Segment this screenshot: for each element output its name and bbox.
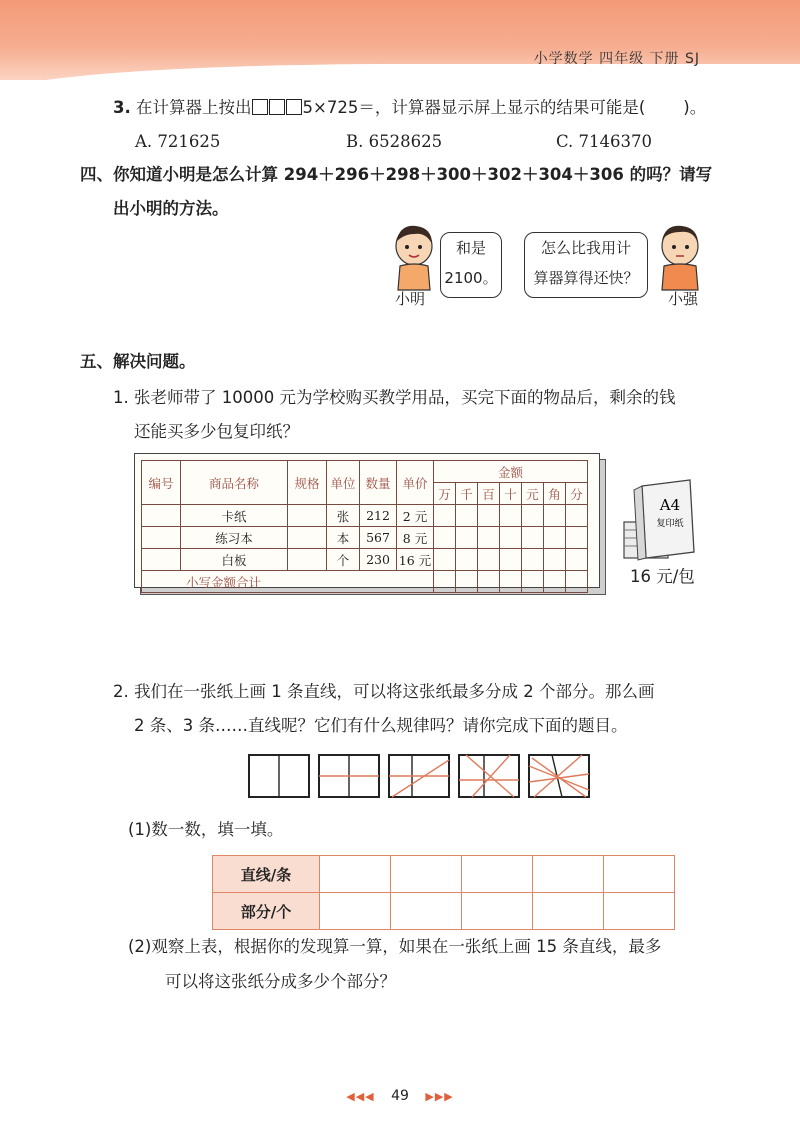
purchase-grid: [141, 460, 588, 593]
item-unit: 本: [327, 527, 360, 549]
header-spec: 规格: [288, 461, 327, 505]
amount-unit: 十: [500, 483, 522, 505]
paper-price: 16 元/包: [630, 567, 695, 586]
fill-cell[interactable]: [320, 893, 391, 930]
amount-cell[interactable]: [522, 527, 544, 549]
header-unit: 单位: [327, 461, 360, 505]
q3-option-a[interactable]: A. 721625: [135, 132, 221, 151]
amount-cell[interactable]: [544, 505, 566, 527]
s5-p1-line1: 1. 张老师带了 10000 元为学校购买教学用品，买完下面的物品后，剩余的钱: [113, 388, 676, 407]
fill-cell[interactable]: [320, 856, 391, 893]
page-footer: [0, 1088, 800, 1104]
amount-cell[interactable]: [478, 527, 500, 549]
amount-unit: 万: [434, 483, 456, 505]
item-name: 卡纸: [181, 505, 288, 527]
diagram-4-lines: [458, 754, 520, 798]
table-row: [213, 893, 675, 930]
amount-unit: 分: [566, 483, 588, 505]
fill-cell[interactable]: [604, 856, 675, 893]
q3-option-b[interactable]: B. 6528625: [346, 132, 443, 151]
s5-p2-line1: 2. 我们在一张纸上画 1 条直线，可以将这张纸最多分成 2 个部分。那么画: [113, 682, 655, 701]
blank-box: [286, 99, 302, 115]
table-row: [213, 856, 675, 893]
xiaoqiang-bubble-line2: 算器算得还快？: [533, 269, 639, 287]
right-arrows-icon: ▶▶▶: [425, 1090, 454, 1103]
page-header: [0, 0, 800, 80]
amount-cell[interactable]: [478, 505, 500, 527]
amount-cell[interactable]: [544, 571, 566, 593]
item-qty: 212: [360, 505, 397, 527]
amount-cell[interactable]: [566, 549, 588, 571]
q3-text-c: )。: [683, 98, 707, 117]
amount-cell[interactable]: [500, 571, 522, 593]
table-row: [142, 549, 588, 571]
xiaoming-label: 小明: [395, 290, 426, 308]
item-name: 练习本: [181, 527, 288, 549]
header-price: 单价: [397, 461, 434, 505]
amount-cell[interactable]: [434, 549, 456, 571]
diagram-3-lines: [388, 754, 450, 798]
blank-box: [252, 99, 268, 115]
total-label: 小写金额合计: [142, 571, 434, 593]
purchase-table: [134, 453, 604, 593]
s4-line1: 四、你知道小明是怎么计算 294＋296＋298＋300＋302＋304＋306 的吗？请写: [80, 165, 713, 184]
blank-box: [269, 99, 285, 115]
table-row: [142, 527, 588, 549]
amount-cell[interactable]: [544, 527, 566, 549]
item-unit: 个: [327, 549, 360, 571]
amount-unit: 百: [478, 483, 500, 505]
item-unit: 张: [327, 505, 360, 527]
header-name: 商品名称: [181, 461, 288, 505]
fill-cell[interactable]: [391, 856, 462, 893]
total-row: [142, 571, 588, 593]
fill-cell[interactable]: [604, 893, 675, 930]
amount-cell[interactable]: [456, 505, 478, 527]
q3-text-a: 在计算器上按出: [136, 98, 252, 117]
header-qty: 数量: [360, 461, 397, 505]
header-text: 小学数学 四年级 下册 SJ: [533, 51, 700, 67]
xiaoqiang-bubble-line1: 怎么比我用计: [540, 239, 631, 257]
xiaoqiang-bubble: [524, 232, 648, 298]
amount-cell[interactable]: [500, 505, 522, 527]
paper-sub: 复印纸: [656, 519, 684, 529]
q3-stem: [113, 96, 706, 120]
xiaoming-bubble-line2: 2100。: [444, 269, 498, 287]
amount-cell[interactable]: [522, 549, 544, 571]
amount-cell[interactable]: [434, 571, 456, 593]
item-qty: 567: [360, 527, 397, 549]
diagram-2-lines: [318, 754, 380, 798]
xiaoming-bubble-line1: 和是: [455, 239, 486, 257]
s4-line2: 出小明的方法。: [113, 199, 229, 218]
amount-unit: 千: [456, 483, 478, 505]
amount-unit: 角: [544, 483, 566, 505]
page-number: 49: [391, 1088, 409, 1104]
q3-text-b: 5×725＝，计算器显示屏上显示的结果可能是(: [302, 98, 646, 117]
xiaoming-figure: [390, 222, 438, 292]
amount-cell[interactable]: [522, 571, 544, 593]
amount-cell[interactable]: [456, 571, 478, 593]
amount-cell[interactable]: [566, 571, 588, 593]
table-row: [142, 505, 588, 527]
q3-number: 3.: [113, 98, 131, 117]
sub2-line1: (2)观察上表，根据你的发现算一算，如果在一张纸上画 15 条直线，最多: [128, 937, 662, 956]
item-price: 16 元: [397, 549, 434, 571]
item-qty: 230: [360, 549, 397, 571]
header-id: 编号: [142, 461, 181, 505]
amount-cell[interactable]: [544, 549, 566, 571]
left-arrows-icon: ◀◀◀: [346, 1090, 375, 1103]
s5-p2-line2: 2 条、3 条……直线呢？它们有什么规律吗？请你完成下面的题目。: [134, 716, 628, 735]
diagram-5-lines: [528, 754, 590, 798]
row-label-lines: 直线/条: [213, 856, 320, 893]
diagram-1-line: [248, 754, 310, 798]
amount-cell[interactable]: [456, 527, 478, 549]
amount-cell[interactable]: [478, 549, 500, 571]
table-paper: [134, 453, 600, 588]
amount-cell[interactable]: [566, 505, 588, 527]
fill-table: [212, 855, 675, 930]
amount-unit: 元: [522, 483, 544, 505]
sub1: (1)数一数，填一填。: [128, 820, 284, 839]
q3-option-c[interactable]: C. 7146370: [556, 132, 653, 151]
s5-p1-line2: 还能买多少包复印纸？: [134, 422, 299, 441]
amount-cell[interactable]: [456, 549, 478, 571]
xiaoming-bubble: [440, 232, 502, 298]
fill-cell[interactable]: [533, 856, 604, 893]
fill-cell[interactable]: [462, 893, 533, 930]
amount-cell[interactable]: [500, 549, 522, 571]
xiaoqiang-figure: [654, 222, 706, 292]
xiaoqiang-label: 小强: [668, 290, 699, 308]
fill-cell[interactable]: [391, 893, 462, 930]
amount-cell[interactable]: [500, 527, 522, 549]
sub2-line2: 可以将这张纸分成多少个部分？: [165, 972, 396, 991]
item-name: 白板: [181, 549, 288, 571]
paper-label: A4: [659, 496, 681, 514]
amount-cell[interactable]: [478, 571, 500, 593]
fill-cell[interactable]: [462, 856, 533, 893]
header-amount: 金额: [434, 461, 588, 483]
copy-paper-icon: [620, 478, 698, 562]
s5-title: 五、解决问题。: [80, 352, 196, 371]
amount-cell[interactable]: [522, 505, 544, 527]
item-price: 2 元: [397, 505, 434, 527]
row-label-parts: 部分/个: [213, 893, 320, 930]
amount-cell[interactable]: [566, 527, 588, 549]
amount-cell[interactable]: [434, 527, 456, 549]
item-price: 8 元: [397, 527, 434, 549]
fill-cell[interactable]: [533, 893, 604, 930]
amount-cell[interactable]: [434, 505, 456, 527]
